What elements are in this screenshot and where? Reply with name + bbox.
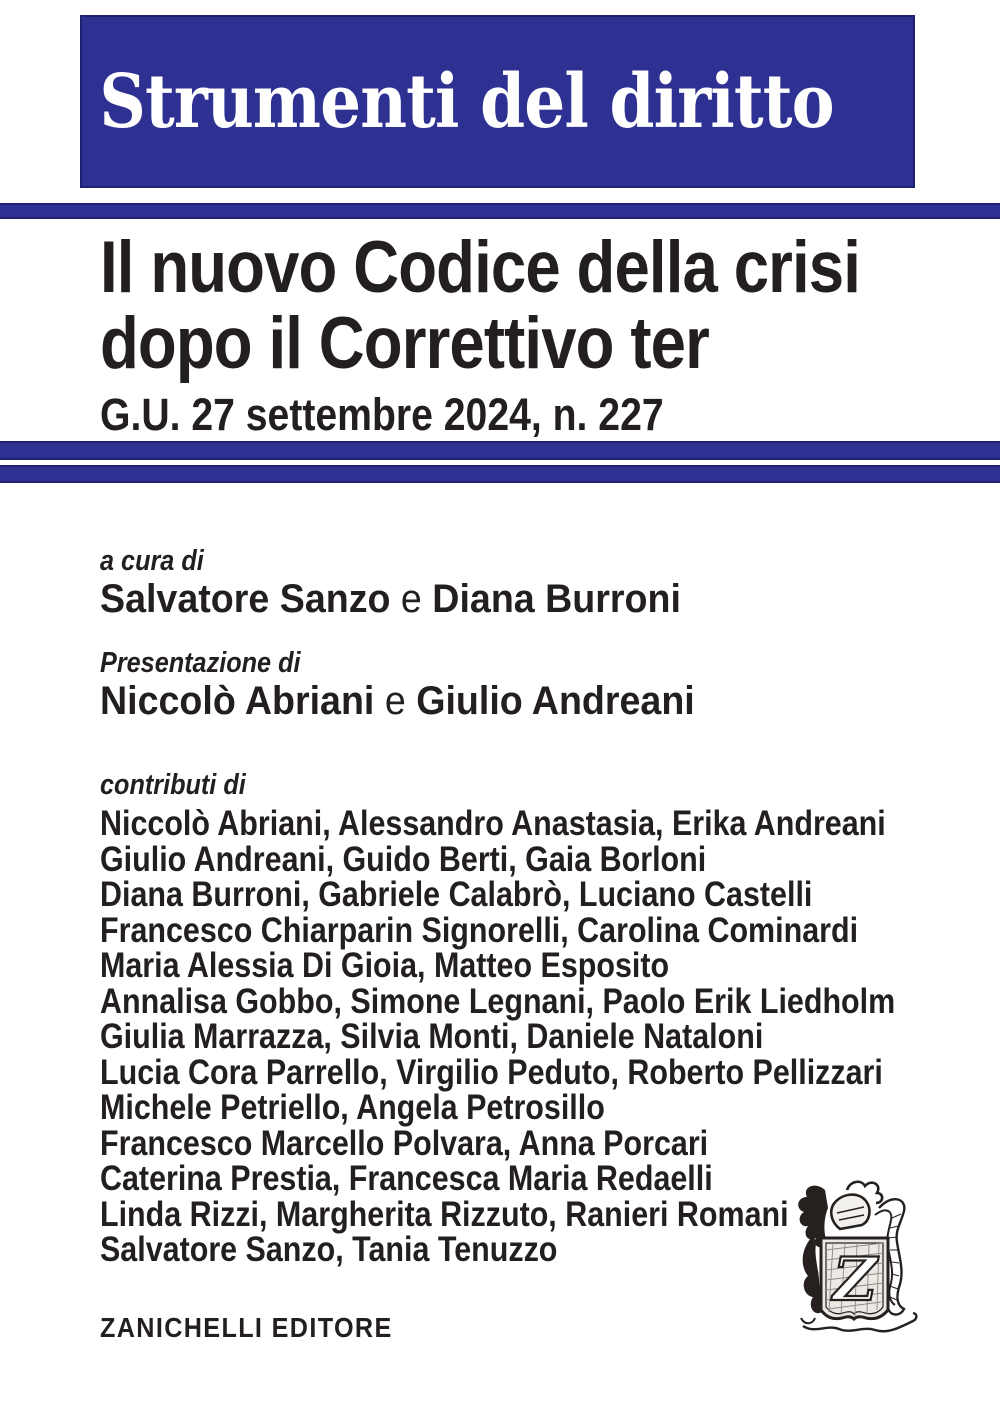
contributors-line: Giulia Marrazza, Silvia Monti, Daniele Nataloni (100, 1017, 764, 1056)
curator-name-2: Diana Burroni (432, 577, 681, 621)
presentation-label: Presentazione di (100, 647, 301, 679)
presenter-name-2: Giulio Andreani (416, 679, 695, 723)
divider-rule-top (0, 203, 1000, 219)
crest-helmet-icon (831, 1195, 869, 1229)
divider-rule-upper (0, 441, 1000, 460)
book-subtitle: G.U. 27 settembre 2024, n. 227 (100, 389, 664, 440)
contributors-label: contributi di (100, 769, 246, 801)
contributors-line: Giulio Andreani, Guido Berti, Gaia Borloni (100, 839, 707, 879)
curated-by-connector: e (400, 577, 422, 621)
contributors-line: Linda Rizzi, Margherita Rizzuto, Ranieri Romani (100, 1194, 789, 1234)
curator-name-1: Salvatore Sanzo (100, 577, 391, 621)
contributors-line: Salvatore Sanzo, Tania Tenuzzo (100, 1230, 558, 1269)
book-title (100, 227, 974, 384)
contributors-line: Niccolò Abriani, Alessandro Anastasia, Erika Andreani (100, 804, 886, 843)
contributors-line: Maria Alessia Di Gioia, Matteo Esposito (100, 946, 670, 985)
divider-rule-lower (0, 465, 1000, 483)
contributors-line: Francesco Marcello Polvara, Anna Porcari (100, 1123, 709, 1163)
crest-shield-icon (821, 1238, 888, 1319)
series-banner (80, 15, 915, 188)
presenter-name-1: Niccolò Abriani (100, 679, 375, 723)
contributors-line: Francesco Chiarparin Signorelli, Carolina Cominardi (100, 910, 859, 950)
series-banner-title: Strumenti del diritto (99, 58, 834, 145)
book-title-line2: dopo il Correttivo ter (100, 303, 709, 384)
contributors-line: Michele Petriello, Angela Petrosillo (100, 1088, 605, 1127)
publisher-name: ZANICHELLI EDITORE (100, 1312, 393, 1343)
curated-by-names (100, 577, 681, 622)
presentation-connector: e (384, 679, 406, 723)
contributors-line: Caterina Prestia, Francesca Maria Redaelli (100, 1159, 713, 1198)
curated-by-label: a cura di (100, 545, 204, 577)
zanichelli-crest-logo (795, 1178, 925, 1343)
contributors-line: Diana Burroni, Gabriele Calabrò, Luciano Castelli (100, 875, 813, 914)
contributors-line: Annalisa Gobbo, Simone Legnani, Paolo Erik Liedholm (100, 981, 896, 1021)
crest-letter: Z (833, 1245, 877, 1315)
book-title-line1: Il nuovo Codice della crisi (100, 227, 860, 308)
contributors-line: Lucia Cora Parrello, Virgilio Peduto, Roberto Pellizzari (100, 1052, 883, 1092)
presentation-names (100, 679, 695, 724)
